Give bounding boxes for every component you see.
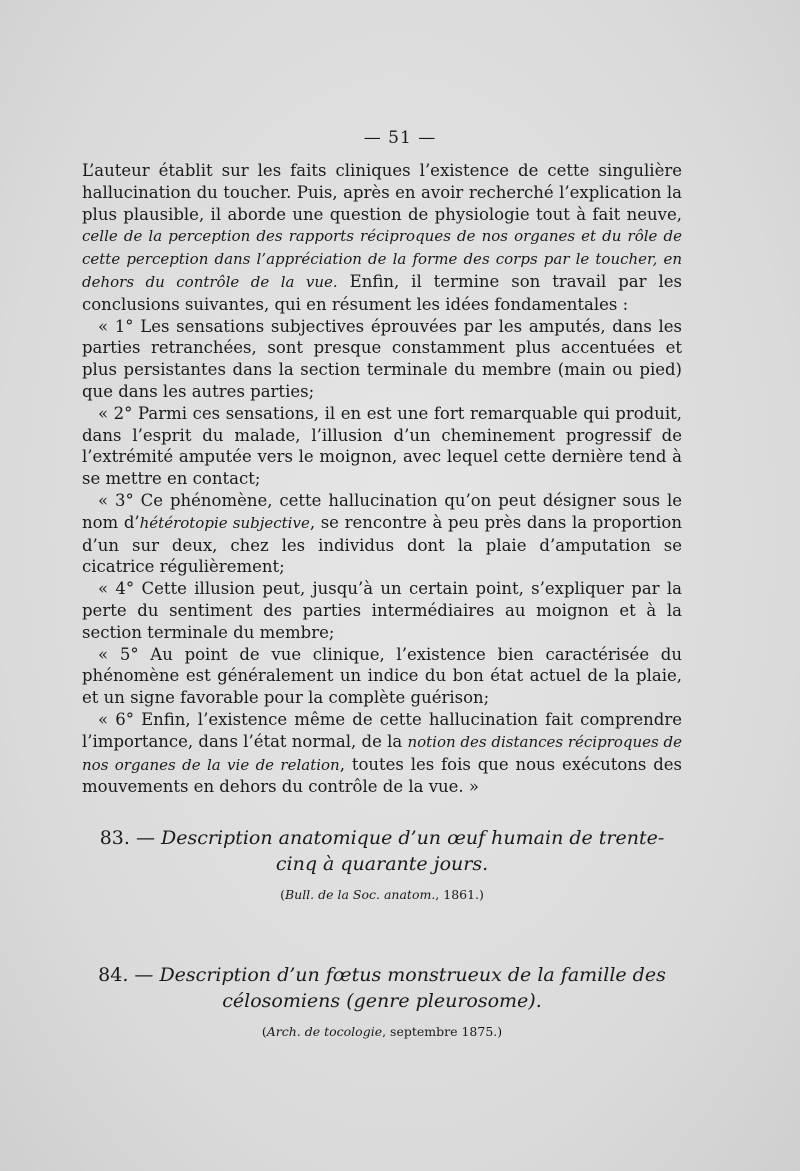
section-83-number: 83.: [99, 827, 130, 849]
conclusion-6-italic: notion des distances réciproques de nos organes de la vie de relation: [82, 732, 682, 774]
section-83-heading: [82, 825, 682, 877]
conclusion-3: [82, 490, 682, 578]
conclusion-6-text-b: , toutes les fois que nous exécutons des mouvements en dehors du contrôle de la vue. »: [82, 754, 682, 797]
section-83-source-date: , 1861.: [435, 887, 480, 902]
section-84: [82, 962, 682, 1039]
conclusion-6: [82, 709, 682, 798]
conclusion-1: « 1° Les sensations subjectives éprouvées par les amputés, dans les parties retranchées, sont presque constamment plus accentuées et plus persistantes dans la section terminale du membre (main ou pied) que dans les autres parties;: [82, 316, 682, 401]
page-number: — 51 —: [363, 128, 437, 148]
conclusion-5: « 5° Au point de vue clinique, l’existence bien caractérisée du phénomène est généralement un indice du bon état actuel de la plaie, et un signe favorable pour la complète guérison;: [82, 644, 682, 708]
intro-paragraph: [82, 160, 682, 316]
section-84-number: 84.: [98, 964, 129, 986]
conclusion-4: « 4° Cette illusion peut, jusqu’à un certain point, s’expliquer par la perte du sentiment des parties intermédiaires au moignon et à la section terminale du membre;: [82, 579, 682, 642]
intro-italic: celle de la perception des rapports réciproques de nos organes et du rôle de cette perception dans l’appréciation de la forme des corps par le toucher, en dehors du contrôle de la vue.: [82, 227, 682, 291]
section-84-source-date: , septembre 1875.: [382, 1024, 498, 1039]
conclusion-3-text-a: « 3° Ce phénomène, cette hallucination qu’on peut désigner sous le nom d’: [82, 490, 682, 532]
conclusion-2: « 2° Parmi ces sensations, il en est une fort remarquable qui produit, dans l’esprit du malade, l’illusion d’un cheminement progressif de l’extrémité amputée vers le moignon, avec lequel cette dernière tend à se mettre en contact;: [82, 403, 682, 489]
body-text: [82, 160, 682, 798]
section-84-source: (Arch. de tocologie, septembre 1875.): [261, 1024, 503, 1039]
section-83-source-journal: Bull. de la Soc. anatom.: [284, 887, 436, 902]
section-84-source-journal: Arch. de tocologie: [266, 1024, 383, 1039]
conclusion-3-italic: hétérotopie subjective: [139, 513, 310, 532]
conclusion-3-text-b: , se rencontre à peu près dans la proportion d’un sur deux, chez les individus dont la plaie d’amputation se cicatrice régulièrement;: [82, 512, 682, 577]
section-84-title: — Description d’un fœtus monstrueux de la famille des célosomiens (genre pleurosome).: [134, 964, 666, 1012]
section-83-source: (Bull. de la Soc. anatom., 1861.): [280, 887, 484, 902]
section-83-title: — Description anatomique d’un œuf humain de trente-cinq à quarante jours.: [135, 827, 665, 875]
intro-text-a: L’auteur établit sur les faits cliniques l’existence de cette singulière hallucination du toucher. Puis, après en avoir recherché l’explication la plus plausible, il aborde une question de physiologie tout à fait neuve,: [82, 161, 682, 224]
section-84-heading: [82, 962, 682, 1014]
intro-text-b: Enfin, il termine son travail par les conclusions suivantes, qui en résument les idées fondamentales :: [82, 271, 682, 314]
conclusion-6-text-a: « 6° Enfin, l’existence même de cette hallucination fait comprendre l’importance, dans l’état normal, de la: [82, 709, 682, 751]
section-83: [82, 825, 682, 902]
